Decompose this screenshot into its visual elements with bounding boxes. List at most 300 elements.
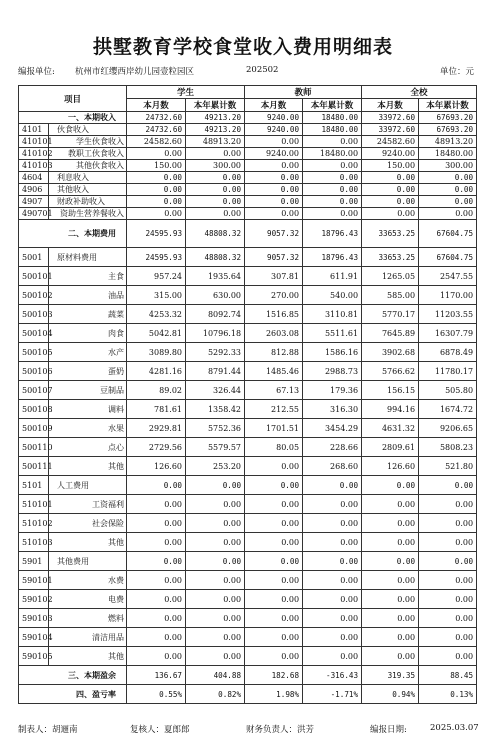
header-group-school: 全校: [362, 86, 477, 99]
cell-value: 0.00: [419, 628, 477, 647]
cell-value: 268.60: [303, 457, 362, 476]
cell-value: 0.00: [362, 590, 419, 609]
cell-value: 585.00: [362, 286, 419, 305]
cell-value: 6878.49: [419, 343, 477, 362]
row-label: 主食: [49, 267, 127, 286]
cell-value: 126.60: [362, 457, 419, 476]
unit-name: 杭州市红缨西岸幼儿园壹粒园区: [75, 67, 195, 77]
table-row: [19, 136, 477, 148]
cell-value: 5766.62: [362, 362, 419, 381]
date-label: 编报日期:: [370, 725, 407, 735]
row-code: 410101: [19, 136, 49, 148]
cell-value: 0.00: [245, 609, 303, 628]
preparer: 制表人：胡逦南: [18, 725, 78, 735]
table-row: [19, 184, 477, 196]
row-label: 燃料: [49, 609, 127, 628]
cell-value: 0.00: [127, 552, 186, 571]
cell-value: 33653.25: [362, 248, 419, 267]
cell-value: 9240.00: [245, 124, 303, 136]
cell-value: 0.00: [127, 184, 186, 196]
cell-value: 0.00: [362, 184, 419, 196]
cell-value: 0.00: [362, 609, 419, 628]
header-monthly: 本月数: [245, 99, 303, 112]
table-row: [19, 476, 477, 495]
table-row: [19, 381, 477, 400]
cell-value: 0.00: [186, 514, 245, 533]
cell-value: 300.00: [186, 160, 245, 172]
cell-value: 0.00: [419, 495, 477, 514]
cell-value: 812.88: [245, 343, 303, 362]
table-row: [19, 343, 477, 362]
cell-value: 0.00: [245, 160, 303, 172]
cell-value: 228.66: [303, 438, 362, 457]
cell-value: 0.00: [362, 476, 419, 495]
cell-value: 326.44: [186, 381, 245, 400]
row-label: 水果: [49, 419, 127, 438]
cell-value: 5511.61: [303, 324, 362, 343]
cell-value: 0.00: [245, 571, 303, 590]
cell-value: 300.00: [419, 160, 477, 172]
finance-lead: 财务负责人：洪芳: [246, 725, 315, 735]
cell-value: 48913.20: [419, 136, 477, 148]
cell-value: 0.00: [419, 647, 477, 666]
table-row: [19, 160, 477, 172]
header-ytd: 本年累计数: [303, 99, 362, 112]
cell-value: 0.00: [303, 476, 362, 495]
row-label: 蔬菜: [49, 305, 127, 324]
cell-value: 0.00: [419, 609, 477, 628]
cell-value: -1.71%: [303, 685, 362, 704]
cell-value: 0.00: [419, 571, 477, 590]
cell-value: 540.00: [303, 286, 362, 305]
cell-value: 7645.89: [362, 324, 419, 343]
row-label: 调料: [49, 400, 127, 419]
row-code: 590103: [19, 609, 49, 628]
cell-value: 49213.20: [186, 112, 245, 124]
cell-value: 67604.75: [419, 220, 477, 248]
cell-value: 126.60: [127, 457, 186, 476]
cell-value: 2729.56: [127, 438, 186, 457]
cell-value: 0.00: [303, 590, 362, 609]
cell-value: 2547.55: [419, 267, 477, 286]
cell-value: 0.00: [303, 172, 362, 184]
cell-value: 9240.00: [245, 112, 303, 124]
cell-value: 0.00: [186, 628, 245, 647]
table-row: [19, 196, 477, 208]
cell-value: 1485.46: [245, 362, 303, 381]
table-row: [19, 208, 477, 220]
cell-value: 0.00: [303, 184, 362, 196]
cell-value: 0.00: [127, 647, 186, 666]
cell-value: 0.00: [303, 208, 362, 220]
cell-value: 5579.57: [186, 438, 245, 457]
cell-value: 0.82%: [186, 685, 245, 704]
cell-value: 316.30: [303, 400, 362, 419]
table-row: [19, 324, 477, 343]
row-label: 其他收入: [49, 184, 127, 196]
cell-value: 48808.32: [186, 248, 245, 267]
row-label: 豆制品: [49, 381, 127, 400]
report-period: 202502: [246, 65, 279, 75]
row-code: 500106: [19, 362, 49, 381]
row-label: 利息收入: [49, 172, 127, 184]
cell-value: 0.00: [127, 533, 186, 552]
cell-value: 0.00: [127, 495, 186, 514]
header-group-students: 学生: [127, 86, 245, 99]
row-code: 590101: [19, 571, 49, 590]
cell-value: 48913.20: [186, 136, 245, 148]
cell-value: 136.67: [127, 666, 186, 685]
cell-value: 3089.80: [127, 343, 186, 362]
cell-value: 5292.33: [186, 343, 245, 362]
row-code: 500101: [19, 267, 49, 286]
unit-label: 编报单位:: [18, 67, 55, 77]
cell-value: 1358.42: [186, 400, 245, 419]
report-rows: [19, 112, 477, 704]
report-table: [18, 85, 477, 704]
row-label: 油品: [49, 286, 127, 305]
cell-value: 150.00: [362, 160, 419, 172]
cell-value: 3454.29: [303, 419, 362, 438]
row-code: 500107: [19, 381, 49, 400]
table-row: [19, 590, 477, 609]
cell-value: 16307.79: [419, 324, 477, 343]
row-label: 水产: [49, 343, 127, 362]
row-code: 500110: [19, 438, 49, 457]
row-label: 点心: [49, 438, 127, 457]
row-code: 410103: [19, 160, 49, 172]
table-row: [19, 305, 477, 324]
header-monthly: 本月数: [362, 99, 419, 112]
table-row: [19, 148, 477, 160]
row-code: 4906: [19, 184, 49, 196]
row-label: 学生伙食收入: [49, 136, 127, 148]
cell-value: 0.00: [127, 571, 186, 590]
cell-value: 24732.60: [127, 124, 186, 136]
table-row: [19, 571, 477, 590]
table-row: [19, 112, 477, 124]
cell-value: 0.00: [245, 590, 303, 609]
table-row: [19, 514, 477, 533]
cell-value: 0.00: [362, 208, 419, 220]
table-row: [19, 685, 477, 704]
cell-value: 0.00: [186, 609, 245, 628]
cell-value: 0.00: [186, 184, 245, 196]
cell-value: 0.00: [419, 172, 477, 184]
cell-value: 0.00: [362, 196, 419, 208]
cell-value: 0.00: [362, 552, 419, 571]
cell-value: 10796.18: [186, 324, 245, 343]
cell-value: 24595.93: [127, 220, 186, 248]
table-row: [19, 457, 477, 476]
cell-value: 8791.44: [186, 362, 245, 381]
cell-value: 4253.32: [127, 305, 186, 324]
cell-value: 212.55: [245, 400, 303, 419]
cell-value: 505.80: [419, 381, 477, 400]
cell-value: -316.43: [303, 666, 362, 685]
cell-value: 319.35: [362, 666, 419, 685]
row-code: 510101: [19, 495, 49, 514]
cell-value: 0.00: [419, 552, 477, 571]
cell-value: 18480.00: [419, 148, 477, 160]
table-row: [19, 533, 477, 552]
row-label: 二、本期费用: [19, 220, 127, 248]
cell-value: 0.00: [419, 533, 477, 552]
cell-value: 80.05: [245, 438, 303, 457]
cell-value: 0.00: [303, 196, 362, 208]
row-code: 500104: [19, 324, 49, 343]
cell-value: 2809.61: [362, 438, 419, 457]
cell-value: 0.00: [245, 495, 303, 514]
cell-value: 182.68: [245, 666, 303, 685]
cell-value: 270.00: [245, 286, 303, 305]
cell-value: 994.16: [362, 400, 419, 419]
row-label: 人工费用: [49, 476, 127, 495]
cell-value: 0.00: [362, 571, 419, 590]
cell-value: 0.00: [303, 571, 362, 590]
row-code: 4907: [19, 196, 49, 208]
cell-value: 0.00: [362, 172, 419, 184]
cell-value: 89.02: [127, 381, 186, 400]
table-row: [19, 362, 477, 381]
cell-value: 3110.81: [303, 305, 362, 324]
table-row: [19, 647, 477, 666]
cell-value: 0.00: [362, 628, 419, 647]
row-label: 财政补助收入: [49, 196, 127, 208]
table-row: [19, 666, 477, 685]
row-code: 5101: [19, 476, 49, 495]
cell-value: 67604.75: [419, 248, 477, 267]
cell-value: 0.00: [362, 533, 419, 552]
cell-value: 521.80: [419, 457, 477, 476]
cell-value: 0.00: [186, 196, 245, 208]
header-monthly: 本月数: [127, 99, 186, 112]
row-code: 500105: [19, 343, 49, 362]
cell-value: 5042.81: [127, 324, 186, 343]
row-label: 其他: [49, 457, 127, 476]
row-code: 410102: [19, 148, 49, 160]
row-code: 490701: [19, 208, 49, 220]
cell-value: 0.00: [186, 590, 245, 609]
reviewer: 复核人：夏郎郎: [130, 725, 190, 735]
row-code: 4604: [19, 172, 49, 184]
row-code: 500102: [19, 286, 49, 305]
cell-value: 0.00: [303, 160, 362, 172]
cell-value: 18480.00: [303, 124, 362, 136]
cell-value: 630.00: [186, 286, 245, 305]
cell-value: 11203.55: [419, 305, 477, 324]
row-label: 三、本期盈余: [19, 666, 127, 685]
table-row: [19, 172, 477, 184]
cell-value: 0.00: [303, 495, 362, 514]
row-code: 5901: [19, 552, 49, 571]
cell-value: 0.00: [362, 647, 419, 666]
cell-value: 9057.32: [245, 220, 303, 248]
table-row: [19, 400, 477, 419]
cell-value: 48808.32: [186, 220, 245, 248]
cell-value: 0.94%: [362, 685, 419, 704]
row-code: 4101: [19, 124, 49, 136]
row-code: 510103: [19, 533, 49, 552]
cell-value: 781.61: [127, 400, 186, 419]
table-row: [19, 609, 477, 628]
cell-value: 0.00: [186, 172, 245, 184]
cell-value: 315.00: [127, 286, 186, 305]
cell-value: 0.00: [186, 647, 245, 666]
row-label: 原材料费用: [49, 248, 127, 267]
cell-value: 88.45: [419, 666, 477, 685]
row-label: 水费: [49, 571, 127, 590]
cell-value: 0.00: [362, 495, 419, 514]
cell-value: 18480.00: [303, 148, 362, 160]
cell-value: 24582.60: [362, 136, 419, 148]
cell-value: 0.00: [419, 196, 477, 208]
cell-value: 404.88: [186, 666, 245, 685]
cell-value: 3902.68: [362, 343, 419, 362]
cell-value: 49213.20: [186, 124, 245, 136]
cell-value: 1586.16: [303, 343, 362, 362]
cell-value: 0.00: [303, 609, 362, 628]
cell-value: 9240.00: [245, 148, 303, 160]
cell-value: 0.00: [186, 476, 245, 495]
currency-unit: 单位：元: [439, 67, 474, 77]
row-code: 510102: [19, 514, 49, 533]
row-code: 590105: [19, 647, 49, 666]
cell-value: 0.55%: [127, 685, 186, 704]
cell-value: 0.00: [127, 609, 186, 628]
cell-value: 33972.60: [362, 124, 419, 136]
cell-value: 5770.17: [362, 305, 419, 324]
cell-value: 0.00: [245, 457, 303, 476]
row-label: 资助生营养餐收入: [49, 208, 127, 220]
table-row: [19, 248, 477, 267]
cell-value: 1.98%: [245, 685, 303, 704]
cell-value: 0.00: [419, 184, 477, 196]
row-label: 其他伙食收入: [49, 160, 127, 172]
cell-value: 0.00: [362, 514, 419, 533]
cell-value: 0.00: [245, 647, 303, 666]
row-label: 电费: [49, 590, 127, 609]
cell-value: 0.00: [127, 208, 186, 220]
cell-value: 2988.73: [303, 362, 362, 381]
row-code: 590102: [19, 590, 49, 609]
report-date: 2025.03.07: [430, 723, 479, 733]
cell-value: 0.00: [303, 514, 362, 533]
cell-value: 0.00: [419, 514, 477, 533]
row-code: 500109: [19, 419, 49, 438]
row-label: 蛋奶: [49, 362, 127, 381]
row-code: 500108: [19, 400, 49, 419]
cell-value: 18480.00: [303, 112, 362, 124]
header-ytd: 本年累计数: [419, 99, 477, 112]
cell-value: 150.00: [127, 160, 186, 172]
cell-value: 0.00: [245, 196, 303, 208]
cell-value: 156.15: [362, 381, 419, 400]
cell-value: 24732.60: [127, 112, 186, 124]
cell-value: 0.00: [245, 208, 303, 220]
cell-value: 33653.25: [362, 220, 419, 248]
cell-value: 0.00: [303, 647, 362, 666]
report-title: 拱墅教育学校食堂收入费用明细表: [92, 36, 393, 58]
row-label: 其他: [49, 647, 127, 666]
cell-value: 24582.60: [127, 136, 186, 148]
cell-value: 67.13: [245, 381, 303, 400]
cell-value: 0.00: [245, 172, 303, 184]
cell-value: 1674.72: [419, 400, 477, 419]
cell-value: 9206.65: [419, 419, 477, 438]
header-ytd: 本年累计数: [186, 99, 245, 112]
cell-value: 0.00: [127, 172, 186, 184]
cell-value: 33972.60: [362, 112, 419, 124]
cell-value: 11780.17: [419, 362, 477, 381]
cell-value: 0.00: [127, 476, 186, 495]
cell-value: 1516.85: [245, 305, 303, 324]
cell-value: 0.00: [303, 552, 362, 571]
cell-value: 253.20: [186, 457, 245, 476]
row-code: 5001: [19, 248, 49, 267]
cell-value: 5808.23: [419, 438, 477, 457]
cell-value: 0.00: [186, 495, 245, 514]
cell-value: 957.24: [127, 267, 186, 286]
row-label: 伙食收入: [49, 124, 127, 136]
cell-value: 0.00: [303, 628, 362, 647]
cell-value: 0.00: [127, 628, 186, 647]
cell-value: 0.00: [186, 533, 245, 552]
cell-value: 4631.32: [362, 419, 419, 438]
cell-value: 8092.74: [186, 305, 245, 324]
row-code: 500103: [19, 305, 49, 324]
cell-value: 9057.32: [245, 248, 303, 267]
cell-value: 18796.43: [303, 220, 362, 248]
cell-value: 5752.36: [186, 419, 245, 438]
row-label: 教职工伙食收入: [49, 148, 127, 160]
header-group-teachers: 教师: [245, 86, 362, 99]
table-row: [19, 220, 477, 248]
row-label: 清洁用品: [49, 628, 127, 647]
cell-value: 2929.81: [127, 419, 186, 438]
cell-value: 9240.00: [362, 148, 419, 160]
row-label: 肉食: [49, 324, 127, 343]
cell-value: 0.00: [419, 590, 477, 609]
cell-value: 0.00: [419, 208, 477, 220]
cell-value: 0.00: [303, 533, 362, 552]
row-label: 工资福利: [49, 495, 127, 514]
cell-value: 1265.05: [362, 267, 419, 286]
cell-value: 4281.16: [127, 362, 186, 381]
cell-value: 0.00: [245, 628, 303, 647]
table-row: [19, 419, 477, 438]
cell-value: 0.00: [127, 590, 186, 609]
cell-value: 0.00: [186, 208, 245, 220]
table-row: [19, 552, 477, 571]
cell-value: 67693.20: [419, 112, 477, 124]
cell-value: 179.36: [303, 381, 362, 400]
row-code: 500111: [19, 457, 49, 476]
cell-value: 0.00: [186, 148, 245, 160]
cell-value: 0.00: [303, 136, 362, 148]
cell-value: 1701.51: [245, 419, 303, 438]
cell-value: 1935.64: [186, 267, 245, 286]
cell-value: 1170.00: [419, 286, 477, 305]
row-code: 590104: [19, 628, 49, 647]
header-item: 项目: [19, 86, 127, 112]
row-label: 社会保险: [49, 514, 127, 533]
cell-value: 67693.20: [419, 124, 477, 136]
cell-value: 2603.08: [245, 324, 303, 343]
cell-value: 0.00: [186, 552, 245, 571]
table-row: [19, 267, 477, 286]
cell-value: 0.00: [127, 196, 186, 208]
